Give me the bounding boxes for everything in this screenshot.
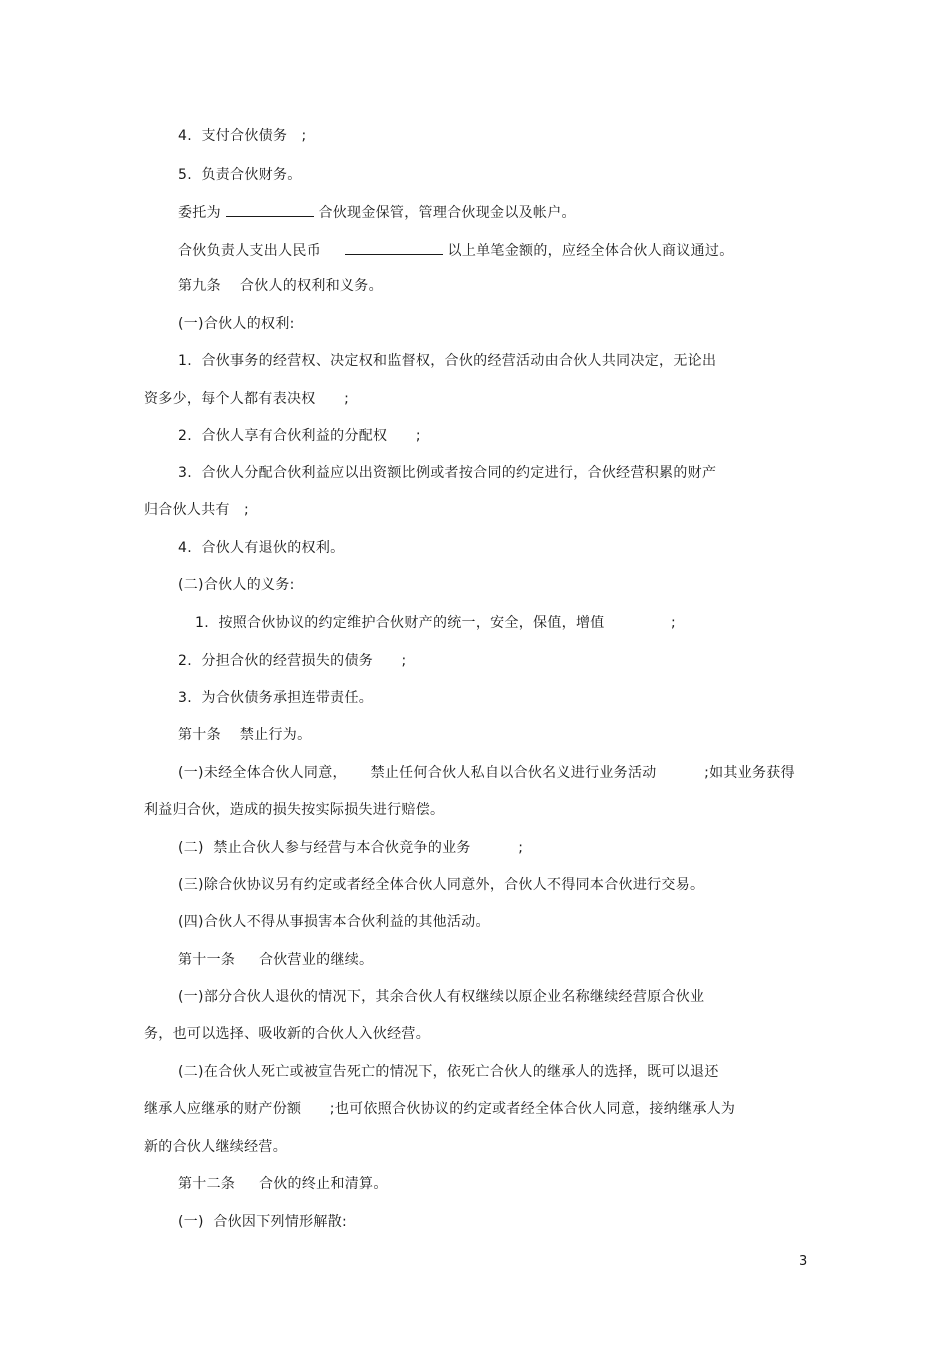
text-line: (二) 禁止合伙人参与经营与本合伙竞争的业务 ; [178, 840, 524, 856]
text-line: 继承人应继承的财产份额 ;也可依照合伙协议的约定或者经全体合伙人同意，接纳继承人为 [144, 1101, 736, 1117]
text-line: (一)部分合伙人退伙的情况下，其余合伙人有权继续以原企业名称继续经营原合伙业 [178, 989, 705, 1005]
text-line: 5. 负责合伙财务。 [178, 167, 302, 183]
text-line: 务，也可以选择、吸收新的合伙人入伙经营。 [144, 1026, 430, 1042]
text-segment: 委托为 [178, 205, 221, 221]
text-line: (一)未经全体合伙人同意， 禁止任何合伙人私自以合伙名义进行业务活动 ;如其业务获得 [178, 765, 795, 781]
text-line: (三)除合伙协议另有约定或者经全体合伙人同意外，合伙人不得同本合伙进行交易。 [178, 877, 705, 893]
fill-in-blank [345, 240, 443, 255]
text-line: 新的合伙人继续经营。 [144, 1139, 287, 1155]
text-line: 利益归合伙，造成的损失按实际损失进行赔偿。 [144, 802, 445, 818]
text-segment: 以上单笔金额的，应经全体合伙人商议通过。 [447, 243, 734, 259]
section-heading: 第十一条 合伙营业的继续。 [178, 952, 374, 968]
text-line: 4. 支付合伙债务 ; [178, 128, 307, 144]
text-line: (一)合伙人的权利: [178, 316, 295, 332]
page-number: 3 [799, 1254, 808, 1269]
text-line: (一) 合伙因下列情形解散: [178, 1214, 348, 1230]
fill-in-blank [226, 202, 314, 217]
text-segment: 合伙现金保管，管理合伙现金以及帐户。 [318, 205, 576, 221]
text-line: (四)合伙人不得从事损害本合伙利益的其他活动。 [178, 914, 490, 930]
text-line: 1. 按照合伙协议的约定维护合伙财产的统一，安全，保值，增值 ; [195, 615, 677, 631]
section-heading: 第九条 合伙人的权利和义务。 [178, 278, 383, 294]
text-line [178, 202, 576, 222]
text-segment: 合伙负责人支出人民币 [178, 243, 321, 259]
text-line: 2. 合伙人享有合伙利益的分配权 ; [178, 428, 421, 444]
text-line: (二)合伙人的义务: [178, 577, 295, 593]
text-line: 3. 合伙人分配合伙利益应以出资额比例或者按合同的约定进行，合伙经营积累的财产 [178, 465, 717, 481]
text-line: (二)在合伙人死亡或被宣告死亡的情况下，依死亡合伙人的继承人的选择，既可以退还 [178, 1064, 719, 1080]
section-heading: 第十二条 合伙的终止和清算。 [178, 1176, 388, 1192]
text-line: 资多少，每个人都有表决权 ; [144, 391, 350, 407]
text-line: 2. 分担合伙的经营损失的债务 ; [178, 653, 407, 669]
text-line: 归合伙人共有 ; [144, 502, 250, 518]
text-line: 3. 为合伙债务承担连带责任。 [178, 690, 374, 706]
text-line [178, 240, 734, 260]
text-line: 1. 合伙事务的经营权、决定权和监督权，合伙的经营活动由合伙人共同决定，无论出 [178, 353, 717, 369]
section-heading: 第十条 禁止行为。 [178, 727, 312, 743]
text-line: 4. 合伙人有退伙的权利。 [178, 540, 345, 556]
